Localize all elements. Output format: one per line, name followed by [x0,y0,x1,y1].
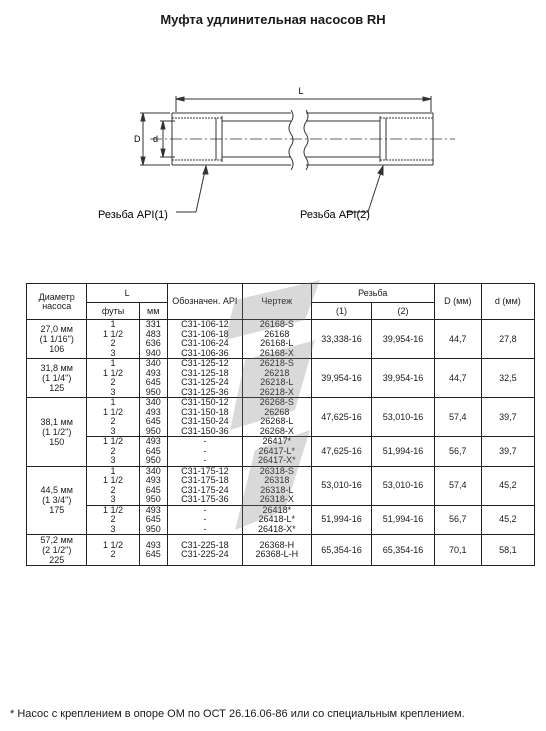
api-cell-line: - [203,455,207,465]
api-cell-line: - [203,514,207,524]
table-row [27,437,535,467]
feet-cell-line: 1 1/2 [103,539,124,550]
thread2-label: Резьба API(2) [300,209,370,221]
feet-cell-line: 3 [110,425,116,436]
api-cell-line: C31-125-24 [181,377,229,387]
thread2-cell: 39,954-16 [372,359,435,398]
api-cell-line: C31-225-24 [181,549,229,559]
api-cell-line: C31-106-12 [181,319,229,329]
mm-cell-line: 340 [145,465,161,476]
api-cell-line: C31-106-18 [181,328,229,339]
mm-cell-line: 940 [145,347,161,358]
drawing-cell-line: 26417-X* [258,455,296,465]
api-cell-line: C31-106-36 [181,347,229,358]
mm-cell-line: 493 [145,504,161,515]
feet-cell-line: 1 [110,319,116,329]
diameter-line: (1 3/4") [42,495,72,506]
feet-cell-line: 2 [110,377,116,387]
thread1-cell: 33,338-16 [311,320,371,359]
api-cell [167,535,242,566]
feet-cell-line: 2 [110,445,116,456]
col-thread-header: Резьба [311,284,434,303]
drawing-cell [242,466,311,505]
mm-cell-line: 493 [145,539,161,550]
drawing-cell-line: 26168-S [259,319,294,329]
diameter-line: (1 1/2") [42,426,72,437]
mm-cell [139,320,167,359]
thread2-cell: 51,994-16 [372,505,435,535]
api-cell-line: C31-175-36 [181,494,229,504]
api-cell [167,320,242,359]
table-row [27,398,535,437]
feet-cell-line: 2 [110,549,116,559]
drawing-cell-line: 26218-S [259,358,294,368]
drawing-cell-line: 26268-L [260,416,294,426]
thread1-cell: 65,354-16 [311,535,371,566]
diameter-line: (2 1/2") [42,545,72,555]
outer-diameter-cell: 57,4 [434,466,481,505]
inner-diameter-cell: 39,7 [481,437,534,467]
api-cell [167,505,242,535]
diameter-line: 150 [49,436,65,447]
mm-cell [139,466,167,505]
table-row [27,466,535,505]
feet-cell-line: 1 [110,465,116,476]
mm-cell-line: 340 [145,397,161,407]
diameter-cell [27,359,87,398]
mm-cell-line: 645 [145,514,161,524]
drawing-cell-line: 26218 [264,367,290,378]
page-title: Муфта удлинительная насосов RH [160,12,386,27]
mm-cell-line: 483 [145,328,161,339]
api-cell [167,398,242,437]
col-feet-header: футы [87,303,139,320]
thread1-cell: 47,625-16 [311,398,371,437]
drawing-cell-line: 26268-S [259,397,294,407]
mm-cell-line: 340 [145,358,161,368]
table-row [27,320,535,359]
mm-cell [139,505,167,535]
diameter-line: (1 1/16") [39,334,74,344]
feet-cell-line: 3 [110,347,116,358]
col-L-header: L [87,284,167,303]
inner-diameter-label: d [153,134,159,144]
drawing-cell-line: 26418-L* [258,514,296,524]
api-cell-line: C31-125-12 [181,358,229,368]
col-api-header: Обозначен. API [167,284,242,320]
mm-cell-line: 950 [145,386,161,397]
col-drawing-header: Чертеж [242,284,311,320]
thread2-cell: 53,010-16 [372,466,435,505]
drawing-cell [242,505,311,535]
mm-cell-line: 950 [145,425,161,436]
diameter-line: 27,0 мм [40,324,73,334]
api-cell-line: C31-125-18 [181,367,229,378]
diameter-line: 125 [49,383,65,393]
thread2-cell: 65,354-16 [372,535,435,566]
feet-cell-line: 2 [110,484,116,495]
mm-cell-line: 645 [145,549,161,559]
drawing-cell-line: 26417* [262,436,292,446]
feet-cell-line: 1 1/2 [103,475,124,485]
mm-cell-line: 950 [145,494,161,504]
diameter-line: 31,8 мм [40,363,73,373]
inner-diameter-cell: 45,2 [481,466,534,505]
diameter-cell [27,466,87,535]
feet-cell-line: 1 1/2 [103,504,124,515]
feet-cell [87,320,139,359]
thread1-cell: 39,954-16 [311,359,371,398]
feet-cell-line: 2 [110,416,116,426]
diameter-line: 44,5 мм [40,485,73,496]
drawing-cell-line: 26368-L-H [255,549,299,559]
mm-cell-line: 493 [145,436,161,446]
table-row [27,505,535,535]
feet-cell-line: 1 1/2 [103,406,124,417]
col-mm-header: мм [139,303,167,320]
feet-cell [87,398,139,437]
thread1-cell: 53,010-16 [311,466,371,505]
api-cell-line: - [203,523,207,534]
mm-cell-line: 645 [145,484,161,495]
drawing-cell-line: 26418-X* [258,523,296,534]
drawing-cell-line: 26318-X [259,494,294,504]
footnote: * Насос с креплением в опоре ОМ по ОСТ 26.16.06-86 или со специальным креплением. [10,708,465,720]
api-cell-line: C31-150-12 [181,397,229,407]
feet-cell-line: 3 [110,494,116,504]
api-cell-line: C31-150-18 [181,406,229,417]
drawing-cell-line: 26218-L [260,377,294,387]
drawing-cell-line: 26268-X [259,425,294,436]
length-label: L [298,86,304,96]
diameter-cell [27,398,87,467]
feet-cell-line: 1 [110,358,116,368]
thread2-cell: 39,954-16 [372,320,435,359]
api-cell [167,437,242,467]
feet-cell-line: 2 [110,514,116,524]
api-cell-line: - [203,504,207,515]
spec-table [26,283,535,566]
api-cell-line: C31-175-18 [181,475,229,485]
feet-cell-line: 1 [110,397,116,407]
drawing-cell-line: 26268 [264,406,290,417]
outer-diameter-cell: 57,4 [434,398,481,437]
drawing-cell-line: 26318-S [259,465,294,476]
drawing-cell-line: 26218-X [259,386,294,397]
outer-diameter-label: D [134,134,141,144]
mm-cell-line: 493 [145,367,161,378]
drawing-cell [242,535,311,566]
inner-diameter-cell: 27,8 [481,320,534,359]
mm-cell [139,437,167,467]
diameter-line: 225 [49,555,65,565]
inner-diameter-cell: 32,5 [481,359,534,398]
mm-cell [139,535,167,566]
mm-cell-line: 950 [145,455,161,465]
feet-cell-line: 1 1/2 [103,328,124,339]
api-cell-line: - [203,436,207,446]
drawing-cell [242,437,311,467]
mm-cell-line: 645 [145,377,161,387]
inner-diameter-cell: 39,7 [481,398,534,437]
feet-cell-line: 3 [110,455,116,465]
drawing-cell-line: 26168-L [260,338,294,348]
drawing-cell [242,398,311,437]
thread1-cell: 47,625-16 [311,437,371,467]
thread1-cell: 51,994-16 [311,505,371,535]
outer-diameter-cell: 56,7 [434,505,481,535]
feet-cell [87,359,139,398]
drawing-cell-line: 26168-X [259,347,294,358]
drawing-cell [242,320,311,359]
mm-cell-line: 493 [145,475,161,485]
mm-cell-line: 645 [145,445,161,456]
api-cell-line: C31-175-12 [181,465,229,476]
drawing-cell-line: 26318 [264,475,290,485]
drawing-cell-line: 26417-L* [258,445,296,456]
mm-cell-line: 950 [145,523,161,534]
drawing-cell-line: 26368-H [259,539,295,550]
api-cell-line: C31-150-36 [181,425,229,436]
api-cell-line: - [203,445,207,456]
feet-cell-line: 2 [110,338,116,348]
api-cell-line: C31-125-36 [181,386,229,397]
mm-cell-line: 493 [145,406,161,417]
inner-diameter-cell: 45,2 [481,505,534,535]
table-row [27,535,535,566]
mm-cell-line: 645 [145,416,161,426]
mm-cell-line: 331 [145,319,161,329]
api-cell-line: C31-150-24 [181,416,229,426]
coupling-drawing [0,0,546,280]
feet-cell [87,466,139,505]
outer-diameter-cell: 44,7 [434,320,481,359]
col-thread2-header: (2) [372,303,435,320]
api-cell-line: C31-225-18 [181,539,229,550]
diameter-line: 57,2 мм [40,535,73,545]
drawing-cell [242,359,311,398]
thread1-label: Резьба API(1) [98,209,168,221]
api-cell-line: C31-106-24 [181,338,229,348]
mm-cell-line: 636 [145,338,161,348]
feet-cell [87,505,139,535]
thread2-cell: 51,994-16 [372,437,435,467]
feet-cell-line: 1 1/2 [103,436,124,446]
col-D-header: D (мм) [434,284,481,320]
col-d-header: d (мм) [481,284,534,320]
diameter-line: (1 1/4") [42,373,72,383]
diameter-cell [27,535,87,566]
feet-cell-line: 3 [110,386,116,397]
feet-cell-line: 3 [110,523,116,534]
mm-cell [139,359,167,398]
header-row [27,284,535,303]
inner-diameter-cell: 58,1 [481,535,534,566]
diameter-line: 175 [49,505,65,516]
drawing-cell-line: 26418* [262,504,292,515]
diameter-line: 106 [49,344,65,354]
table-row [27,359,535,398]
outer-diameter-cell: 56,7 [434,437,481,467]
drawing-cell-line: 26168 [264,328,290,339]
api-cell [167,466,242,505]
col-diameter-header: Диаметр насоса [27,284,87,320]
diameter-cell [27,320,87,359]
col-thread1-header: (1) [311,303,371,320]
api-cell-line: C31-175-24 [181,484,229,495]
feet-cell-line: 1 1/2 [103,367,124,378]
feet-cell [87,535,139,566]
drawing-cell-line: 26318-L [260,484,294,495]
feet-cell [87,437,139,467]
outer-diameter-cell: 44,7 [434,359,481,398]
mm-cell [139,398,167,437]
api-cell [167,359,242,398]
outer-diameter-cell: 70,1 [434,535,481,566]
diameter-line: 38,1 мм [40,416,73,427]
thread2-cell: 53,010-16 [372,398,435,437]
